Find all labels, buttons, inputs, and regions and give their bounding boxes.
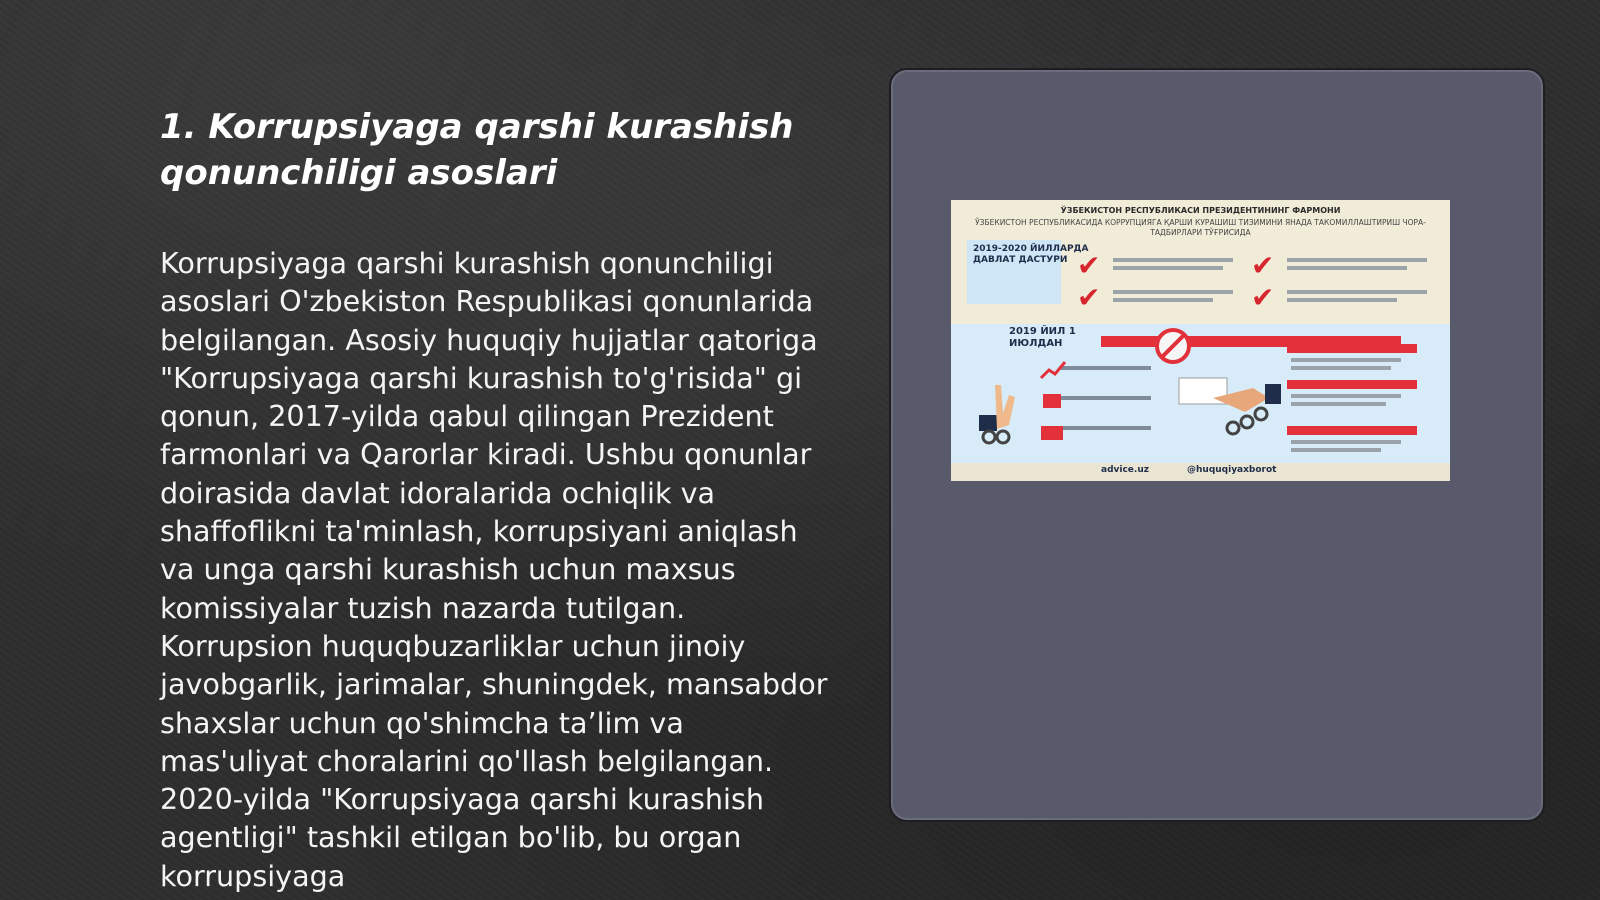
hand-stop-icon: [969, 375, 1029, 445]
text-line: [1061, 426, 1151, 430]
footer-right-label: @huquqiyaxborot: [1187, 465, 1277, 475]
infographic-header-title: ЎЗБЕКИСТОН РЕСПУБЛИКАСИ ПРЕЗИДЕНТИНИНГ ФАРМОНИ: [1060, 206, 1341, 215]
text-line: [1291, 366, 1391, 370]
text-line: [1291, 358, 1401, 362]
infographic-image: [951, 200, 1450, 481]
footer-left-label: advice.uz: [1101, 465, 1149, 475]
infographic-year-label: [973, 244, 1089, 266]
text-line: [1287, 258, 1427, 262]
text-line: [1113, 298, 1213, 302]
text-line: [1113, 266, 1223, 270]
text-line: [1287, 298, 1397, 302]
red-icons-column: [1039, 360, 1067, 446]
text-line: [1287, 266, 1407, 270]
infographic-header-subtitle: ЎЗБЕКИСТОН РЕСПУБЛИКАСИДА КОРРУПЦИЯГА ҚАРШИ КУРАШИШ ТИЗИМИНИ ЯНАДА ТАКОМИЛЛАШТИРИШ ЧОРА-ТАДБИРЛАРИ ТЎҒРИСИДА: [975, 218, 1426, 237]
bribe-hand-icon: [1173, 368, 1283, 448]
slide-body-text: Korrupsiyaga qarshi kurashish qonunchiligi asoslari O'zbekiston Respublikasi qonunlarida belgilangan. Asosiy huquqiy hujjatlar qatoriga "Korrupsiyaga qarshi kurashish to'g'risida" gi qonun, 2017-yilda qabul qilingan Prezident farmonlari va Qarorlar kiradi. Ushbu qonunlar doirasida davlat idoralarida ochiqlik va shaffoflikni ta'minlash, korrupsiyani aniqlash va unga qarshi kurashish uchun maxsus komissiyalar tuzish nazarda tutilgan. Korrupsion huquqbuzarliklar uchun jinoiy javobgarlik, jarimalar, shuningdek, mansabdor shaxslar uchun qo'shimcha ta’lim va mas'uliyat choralarini qo'llash belgilangan. 2020-yilda "Korrupsiyaga qarshi kurashish agentligi" tashkil etilgan bo'lib, bu organ korrupsiyaga: [160, 246, 828, 893]
check-icon: ✔: [1077, 281, 1101, 314]
text-line: [1291, 448, 1381, 452]
text-line: [1287, 290, 1427, 294]
text-line: [1113, 290, 1233, 294]
text-line: [1061, 396, 1151, 400]
slide-title: 1. Korrupsiyaga qarshi kurashish qonunchiligi asoslari: [160, 107, 794, 193]
red-bar: [1287, 380, 1417, 389]
text-line: [1291, 402, 1386, 406]
text-line: [1061, 366, 1151, 370]
infographic-year-text: 2019-2020 ЙИЛЛАРДА: [973, 244, 1089, 254]
check-icon: ✔: [1251, 281, 1275, 314]
infographic-date-label: 2019 ЙИЛ 1 ИЮЛДАН: [1009, 326, 1076, 349]
check-icon: ✔: [1077, 249, 1101, 282]
red-bar: [1287, 344, 1417, 353]
red-bar: [1287, 426, 1417, 435]
no-corruption-icon: [1155, 328, 1191, 364]
infographic-year-subtext: ДАВЛАТ ДАСТУРИ: [973, 255, 1068, 265]
check-icon: ✔: [1251, 249, 1275, 282]
text-line: [1291, 394, 1401, 398]
text-line: [1113, 258, 1233, 262]
text-line: [1291, 440, 1401, 444]
